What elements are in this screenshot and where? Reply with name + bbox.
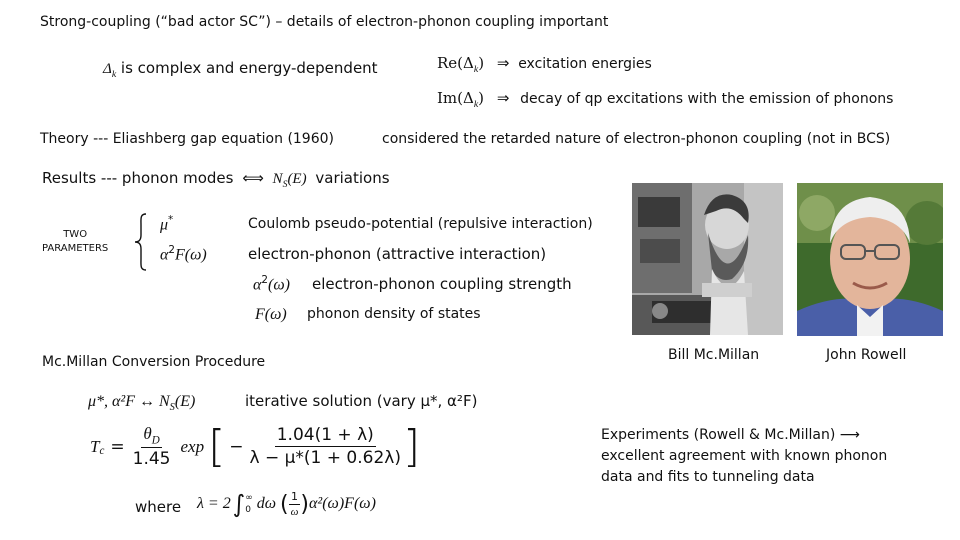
lambda-formula: λ = 2 ∫ ∞ 0 dω ( $\frac{1}{\omega}$ ) α²(ω)F(ω)	[197, 490, 376, 518]
theory-note: considered the retarded nature of electron-phonon coupling (not in BCS)	[382, 131, 891, 147]
a2f-symbol: $\alpha^2F(\omega)$	[160, 244, 207, 264]
one-over-omega: $\frac{1}{\omega}$	[290, 490, 299, 518]
gap-statement: $\Delta_k$ is complex and energy-dependent	[103, 59, 378, 80]
theory-label: Theory --- Eliashberg gap equation (1960)	[40, 131, 334, 147]
exponent-fraction: $\frac{1.04(1 + \lambda)}{\lambda - \mu*(1 + 0.62\lambda)}$	[249, 425, 401, 469]
two-parameters-label: TWO PARAMETERS	[42, 229, 109, 254]
where-label: where	[135, 498, 182, 516]
experiments-note: Experiments (Rowell & Mc.Millan) ⟶ excellent agreement with known phonon data and fits to tunneling data	[601, 427, 888, 485]
slide-title: Strong-coupling (“bad actor SC”) – details of electron-phonon coupling important	[40, 14, 609, 30]
right-bracket: ]	[402, 420, 421, 472]
a2f-description: electron-phonon (attractive interaction)	[248, 245, 547, 263]
im-gap-line: $Im(\Delta_k)$ ⇒ decay of qp excitations with the emission of phonons	[437, 89, 894, 110]
results-line: Results --- phonon modes ⟺ $N_S(E)$ variations	[42, 169, 390, 190]
mu-symbol: μ*	[160, 214, 174, 234]
theta-fraction: $\frac{\theta_D}{1.45}$	[132, 424, 171, 470]
tc-formula: T $_c$ = $\frac{\theta_D}{1.45}$ exp [ − $\frac{1.04(1 + \lambda)}{\lambda - \mu*(1 + 0.62\lambda)}$ ]	[90, 420, 421, 472]
re-gap-line: $Re(\Delta_k)$ ⇒ excitation energies	[437, 54, 652, 75]
john-rowell-caption: John Rowell	[826, 347, 907, 363]
iff-arrow: ⟺	[242, 169, 264, 187]
iterative-solution: iterative solution (vary μ*, α²F)	[245, 392, 478, 410]
relation-formula: μ*, α²F ↔ $N_S(E)$	[88, 393, 196, 414]
john-rowell-photo	[797, 183, 943, 336]
left-brace	[134, 213, 148, 271]
bill-mcmillan-photo	[632, 183, 783, 335]
mu-description: Coulomb pseudo-potential (repulsive interaction)	[248, 216, 593, 232]
integral: ∫ ∞ 0	[232, 490, 253, 518]
mcmillan-heading: Mc.Millan Conversion Procedure	[42, 354, 266, 370]
f-symbol: F(ω)	[255, 306, 287, 323]
bill-mcmillan-caption: Bill Mc.Millan	[668, 347, 760, 363]
alpha-description: electron-phonon coupling strength	[312, 275, 572, 293]
implies-arrow: ⇒	[496, 89, 510, 107]
implies-arrow: ⇒	[496, 54, 510, 72]
left-bracket: [	[208, 420, 226, 472]
alpha-symbol: $\alpha^2(\omega)$	[253, 274, 290, 294]
f-description: phonon density of states	[307, 306, 481, 322]
